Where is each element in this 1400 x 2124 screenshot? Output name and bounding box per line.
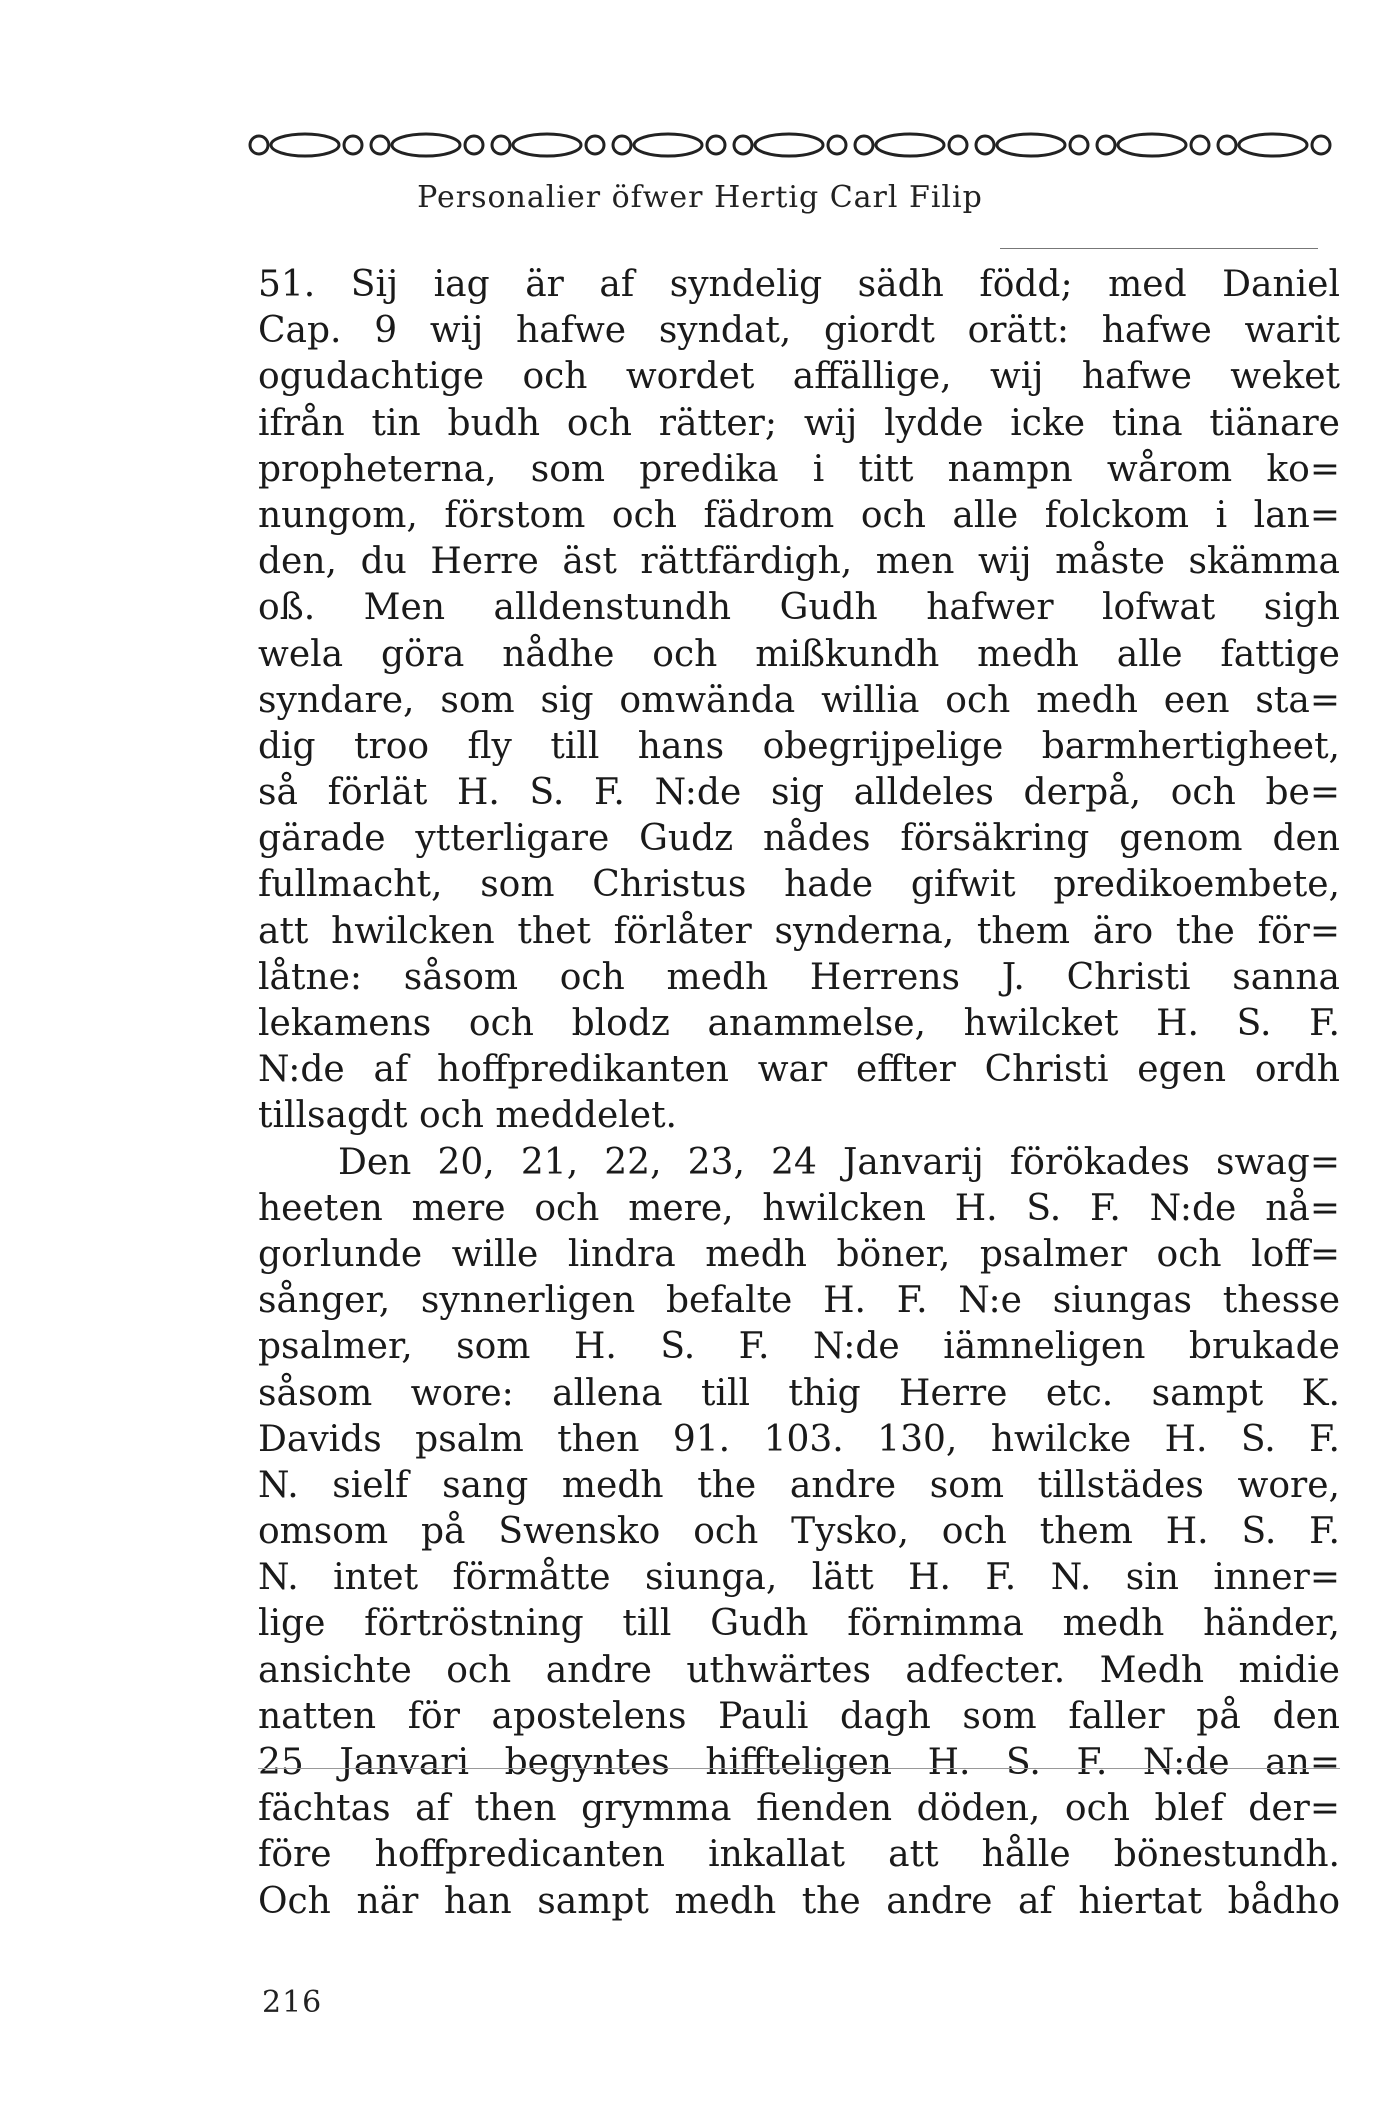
text-line: Davids psalm then 91. 103. 130, hwilcke H. S. F.: [258, 1418, 1340, 1460]
text-line: Och när han sampt medh the andre af hiertat bådho: [258, 1880, 1340, 1922]
text-line: dig troo fly till hans obegrijpelige barmhertigheet,: [258, 725, 1340, 767]
text-line: psalmer, som H. S. F. N:de iämneligen brukade: [258, 1326, 1340, 1368]
text-line: propheterna, som predika i titt nampn wårom ko=: [258, 448, 1340, 490]
text-line: att hwilcken thet förlåter synderna, them äro the för=: [258, 910, 1340, 952]
text-line: omsom på Swensko och Tysko, och them H. S. F.: [258, 1511, 1340, 1553]
text-line: N:de af hoffpredikanten war effter Christi egen ordh: [258, 1049, 1340, 1091]
text-line: ansichte och andre uthwärtes adfecter. Medh midie: [258, 1649, 1340, 1691]
page-number: 216: [262, 1985, 323, 2020]
text-line: fullmacht, som Christus hade gifwit predikoembete,: [258, 864, 1340, 906]
running-head: Personalier öfwer Hertig Carl Filip: [417, 180, 983, 215]
text-line: före hoffpredicanten inkallat att hålle bönestundh.: [258, 1834, 1340, 1876]
text-line: N. sielf sang medh the andre som tillstädes wore,: [258, 1464, 1340, 1506]
text-line: natten för apostelens Pauli dagh som faller på den: [258, 1695, 1340, 1737]
text-line: såsom wore: allena till thig Herre etc. sampt K.: [258, 1372, 1340, 1414]
text-line: Cap. 9 wij hafwe syndat, giordt orätt: hafwe warit: [258, 310, 1340, 352]
text-line: gärade ytterligare Gudz nådes försäkring genom den: [258, 818, 1340, 860]
text-line: ifrån tin budh och rätter; wij lydde icke tina tiänare: [258, 402, 1340, 444]
text-line: N. intet förmåtte siunga, lätt H. F. N. sin inner=: [258, 1557, 1340, 1599]
text-line: ogudachtige och wordet affällige, wij hafwe weket: [258, 356, 1340, 398]
body-text: [258, 262, 1340, 1925]
text-line: gorlunde wille lindra medh böner, psalmer och loff=: [258, 1233, 1340, 1275]
text-line: oß. Men alldenstundh Gudh hafwer lofwat sigh: [258, 587, 1340, 629]
text-line: wela göra nådhe och mißkundh medh alle fattige: [258, 633, 1340, 675]
text-line: lige förtröstning till Gudh förnimma medh händer,: [258, 1603, 1340, 1645]
decorative-border-ornament: [245, 128, 1340, 162]
text-line: Den 20, 21, 22, 23, 24 Janvarij förökades swag=: [338, 1141, 1340, 1183]
text-line: tillsagdt och meddelet.: [258, 1095, 677, 1137]
text-line: den, du Herre äst rättfärdigh, men wij måste skämma: [258, 541, 1340, 583]
header-rule: [1000, 248, 1318, 249]
text-divider-rule: [258, 1768, 1340, 1769]
text-line: fächtas af then grymma fienden döden, och blef der=: [258, 1788, 1340, 1830]
text-line: syndare, som sig omwända willia och medh een sta=: [258, 679, 1340, 721]
text-line: 25 Janvari begyntes hiffteligen H. S. F. N:de an=: [258, 1742, 1340, 1783]
text-line: 51. Sij iag är af syndelig sädh född; med Daniel: [258, 264, 1340, 305]
text-line: lekamens och blodz anammelse, hwilcket H. S. F.: [258, 1003, 1340, 1044]
text-line: låtne: såsom och medh Herrens J. Christi sanna: [258, 956, 1340, 998]
text-line: heeten mere och mere, hwilcken H. S. F. N:de nå=: [258, 1187, 1340, 1229]
text-line: sånger, synnerligen befalte H. F. N:e siungas thesse: [258, 1280, 1340, 1322]
text-line: så förlät H. S. F. N:de sig alldeles derpå, och be=: [258, 772, 1340, 814]
text-line: nungom, förstom och fädrom och alle folckom i lan=: [258, 494, 1340, 536]
